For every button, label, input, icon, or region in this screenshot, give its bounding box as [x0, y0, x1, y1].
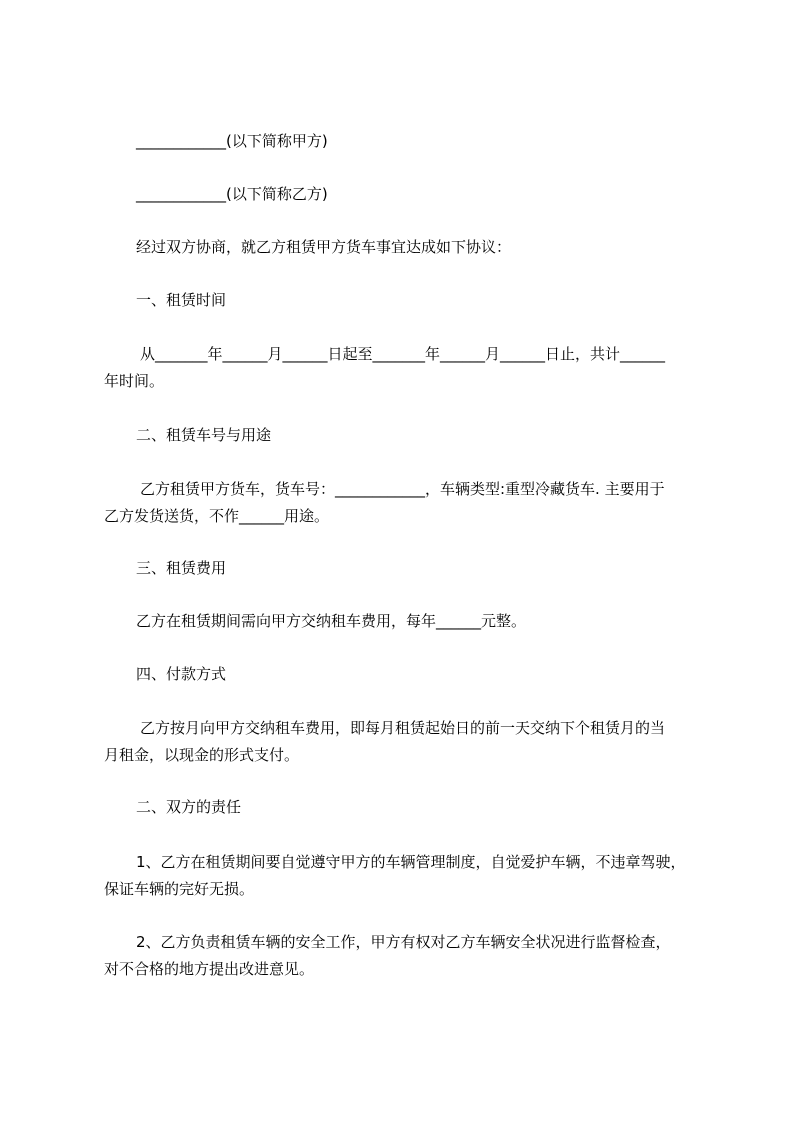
- section4-line1: 乙方按月向甲方交纳租车费用，即每月租赁起始日的前一天交纳下个租赁月的当: [140, 719, 666, 737]
- section3-heading: 三、租赁费用: [136, 559, 227, 577]
- section3-line1: 乙方在租赁期间需向甲方交纳租车费用，每年______元整。: [136, 612, 527, 630]
- party-b-blank: ____________: [136, 185, 226, 203]
- section2-line1: 乙方租赁甲方货车，货车号：____________，车辆类型:重型冷藏货车. 主要用于: [140, 480, 665, 498]
- section5-item1-line1: 1、乙方在租赁期间要自觉遵守甲方的车辆管理制度，自觉爱护车辆，不违章驾驶，: [136, 853, 686, 871]
- section2-line2: 乙方发货送货，不作______用途。: [104, 507, 330, 525]
- section5-item2-line1: 2、乙方负责租赁车辆的安全工作，甲方有权对乙方车辆安全状况进行监督检查，: [136, 933, 671, 951]
- section5-item2-line2: 对不合格的地方提出改进意见。: [104, 960, 315, 978]
- section5-heading: 二、双方的责任: [136, 798, 242, 816]
- section1-line1: 从_______年______月______日起至_______年______月______日止，共计______: [140, 345, 666, 363]
- section5-item1-line2: 保证车辆的完好无损。: [104, 880, 255, 898]
- section4-line2: 月租金，以现金的形式支付。: [104, 746, 300, 764]
- party-a-blank: ____________: [136, 132, 226, 150]
- section1-line2: 年时间。: [104, 372, 165, 390]
- party-a-label: (以下简称甲方): [226, 132, 328, 150]
- section4-heading: 四、付款方式: [136, 665, 227, 683]
- section1-heading: 一、租赁时间: [136, 291, 227, 309]
- intro-paragraph: 经过双方协商，就乙方租赁甲方货车事宜达成如下协议：: [136, 238, 512, 256]
- party-a-line: [136, 131, 793, 151]
- party-b-label: (以下简称乙方): [226, 185, 328, 203]
- party-b-line: [136, 184, 793, 204]
- section2-heading: 二、租赁车号与用途: [136, 426, 272, 444]
